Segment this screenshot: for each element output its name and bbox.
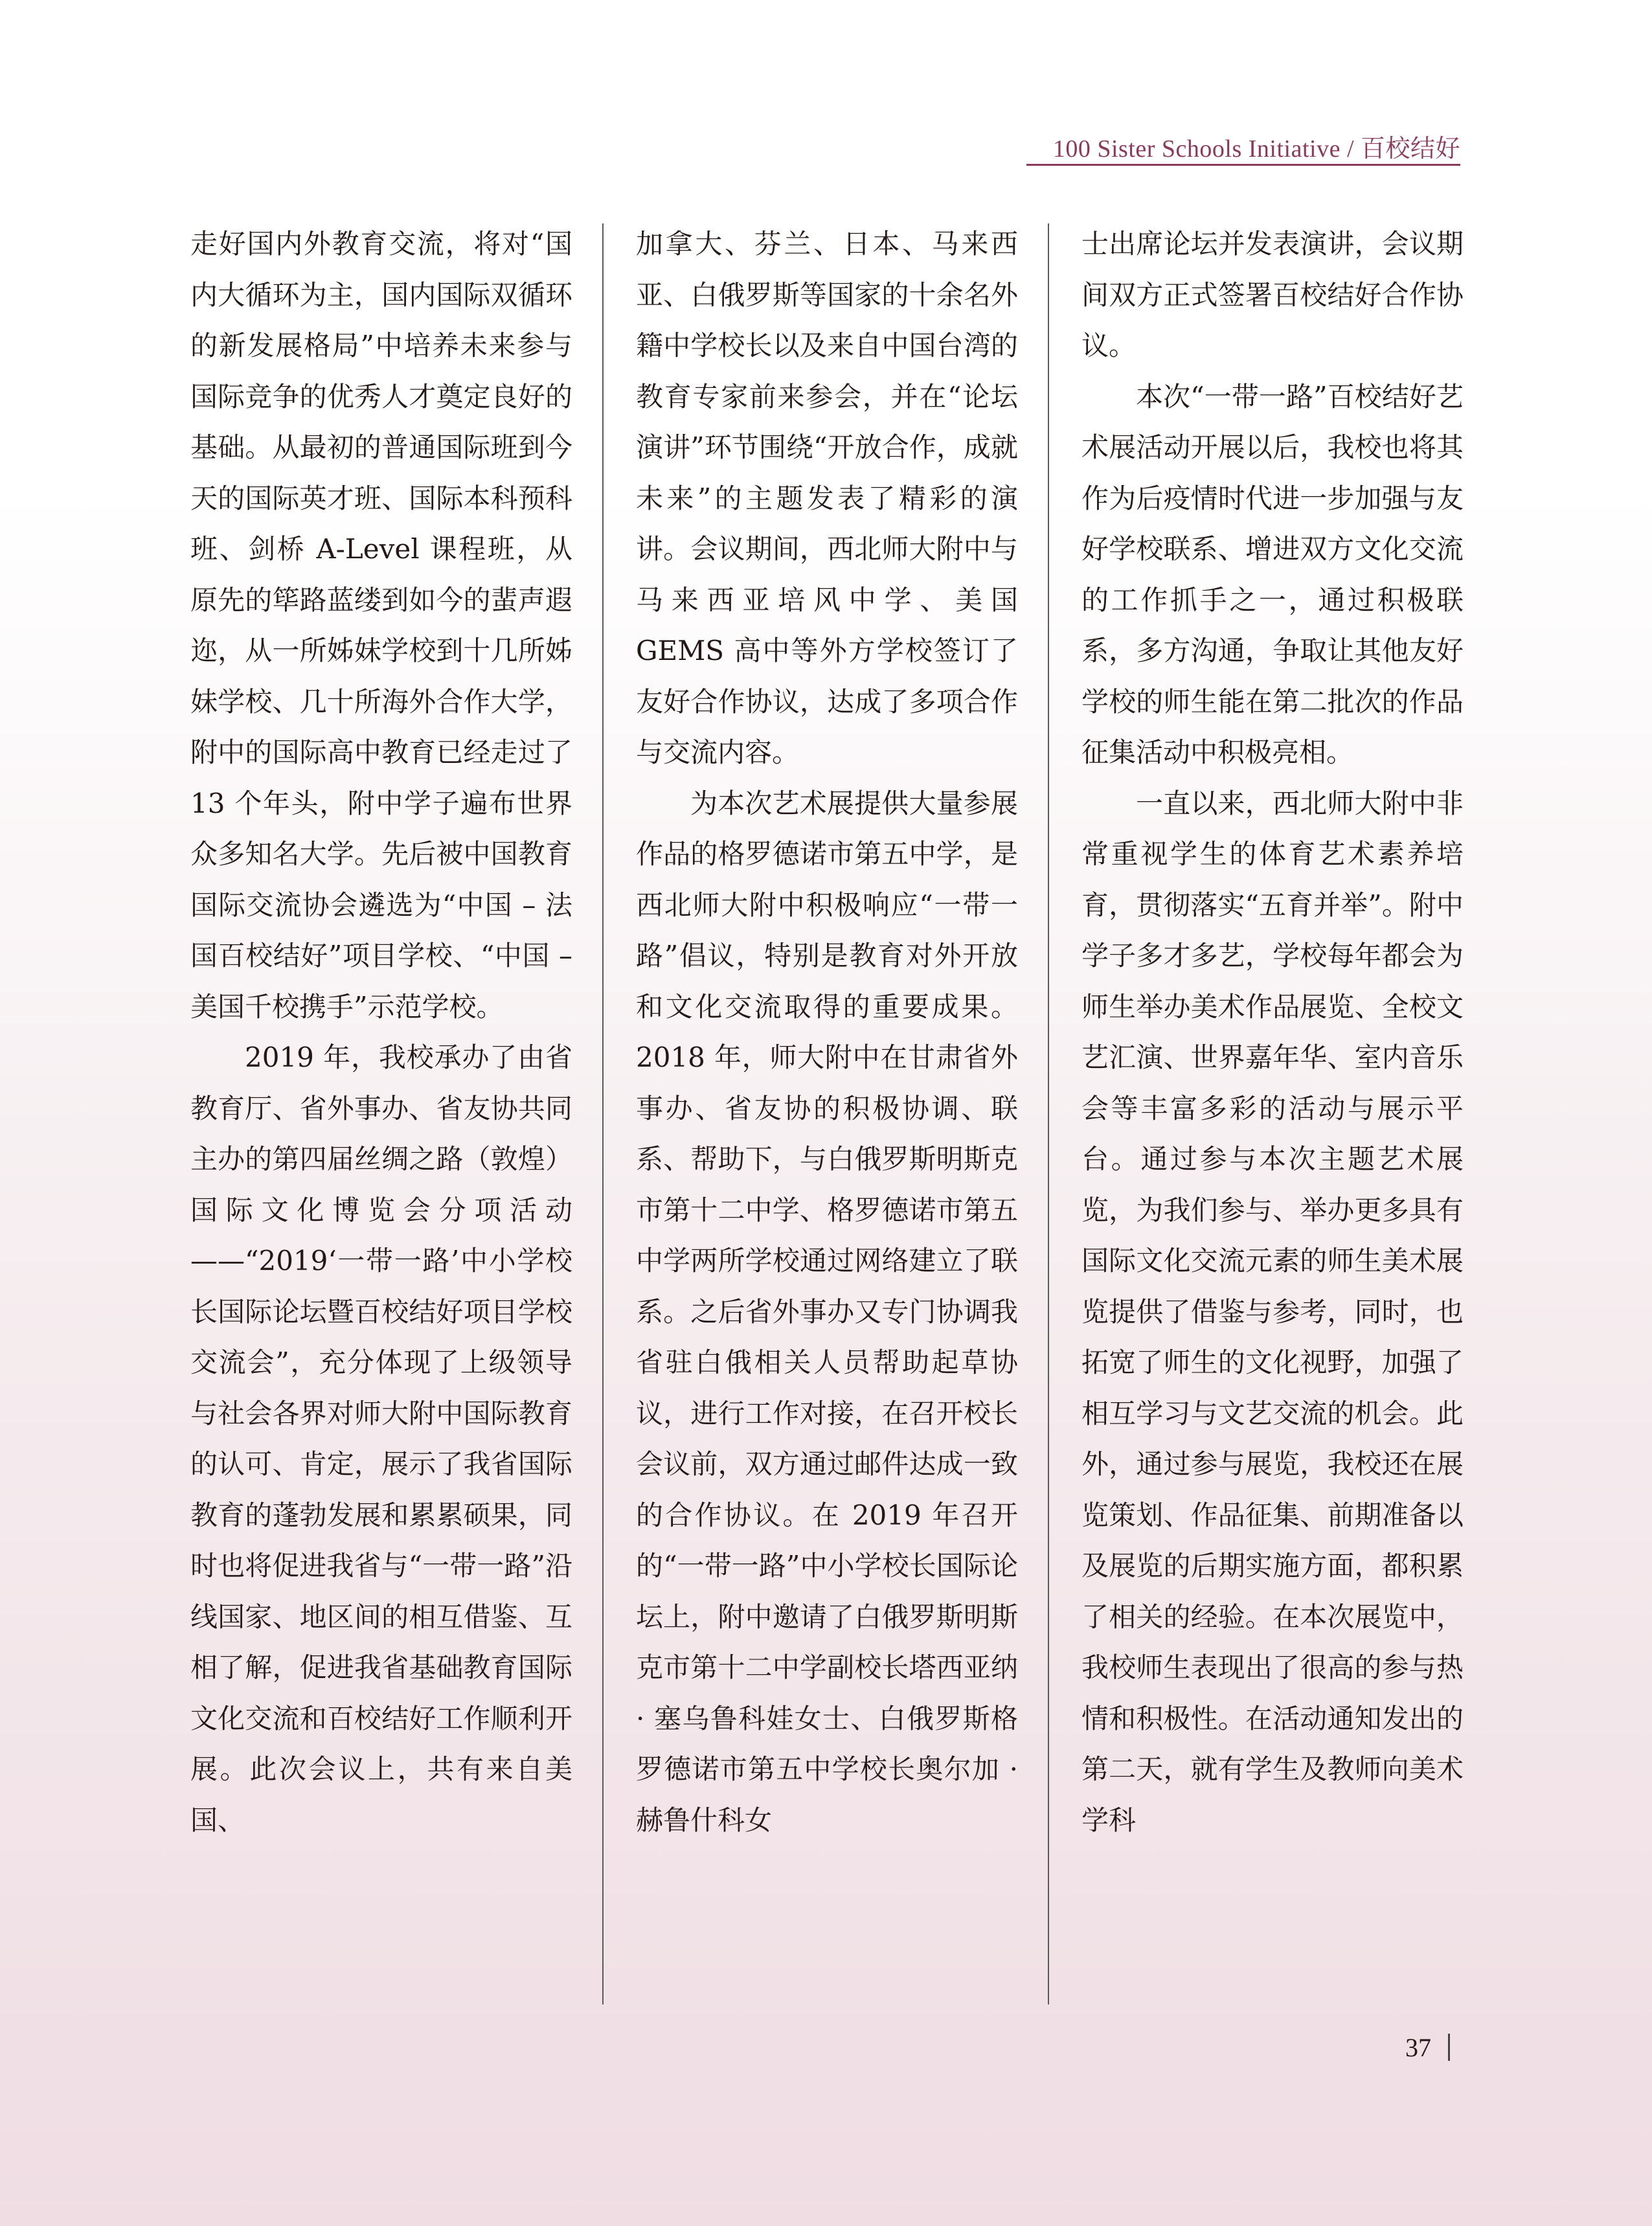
- column-divider: [1048, 223, 1049, 2005]
- paragraph: 加拿大、芬兰、日本、马来西亚、白俄罗斯等国家的十余名外籍中学校长以及来自中国台湾的教育专家前来参会，并在“论坛演讲”环节围绕“开放合作，成就未来”的主题发表了精彩的演讲。会议期间，西北师大附中与马来西亚培风中学、美国 GEMS 高中等外方学校签订了友好合作协议，达成了多项合作与交流内容。: [636, 228, 1018, 768]
- paragraph: 士出席论坛并发表演讲，会议期间双方正式签署百校结好合作协议。: [1081, 228, 1464, 361]
- text-column-1: [190, 219, 572, 1846]
- paragraph: 2019 年，我校承办了由省教育厅、省外事办、省友协共同主办的第四届丝绸之路（敦煌）国际文化博览会分项活动——“2019‘一带一路’中小学校长国际论坛暨百校结好项目学校交流会”，充分体现了上级领导与社会各界对师大附中国际教育的认可、肯定，展示了我省国际教育的蓬勃发展和累累硕果，同时也将促进我省与“一带一路”沿线国家、地区间的相互借鉴、互相了解，促进我省基础教育国际文化交流和百校结好工作顺利开展。此次会议上，共有来自美国、: [190, 1041, 572, 1836]
- text-column-3: [1081, 219, 1464, 1846]
- running-header: 100 Sister Schools Initiative / 百校结好: [1052, 135, 1460, 163]
- paragraph: 走好国内外教育交流，将对“国内大循环为主，国内国际双循环的新发展格局”中培养未来参与国际竞争的优秀人才奠定良好的基础。从最初的普通国际班到今天的国际英才班、国际本科预科班、剑桥 A-Level 课程班，从原先的筚路蓝缕到如今的蜚声遐迩，从一所姊妹学校到十几所姊妹学校、几十所海外合作大学，附中的国际高中教育已经走过了 13 个年头，附中学子遍布世界众多知名大学。先后被中国教育国际交流协会遴选为“中国 – 法国百校结好”项目学校、“中国 – 美国千校携手”示范学校。: [190, 228, 572, 1023]
- page-number-divider: [1448, 2034, 1450, 2061]
- header-rule: [1026, 164, 1460, 166]
- column-divider: [602, 223, 604, 2005]
- paragraph: 一直以来，西北师大附中非常重视学生的体育艺术素养培育，贯彻落实“五育并举”。附中学子多才多艺，学校每年都会为师生举办美术作品展览、全校文艺汇演、世界嘉年华、室内音乐会等丰富多彩的活动与展示平台。通过参与本次主题艺术展览，为我们参与、举办更多具有国际文化交流元素的师生美术展览提供了借鉴与参考，同时，也拓宽了师生的文化视野，加强了相互学习与文艺交流的机会。此外，通过参与展览，我校还在展览策划、作品征集、前期准备以及展览的后期实施方面，都积累了相关的经验。在本次展览中，我校师生表现出了很高的参与热情和积极性。在活动通知发出的第二天，就有学生及教师向美术学科: [1081, 787, 1464, 1836]
- paragraph: 本次“一带一路”百校结好艺术展活动开展以后，我校也将其作为后疫情时代进一步加强与友好学校联系、增进双方文化交流的工作抓手之一，通过积极联系，多方沟通，争取让其他友好学校的师生能在第二批次的作品征集活动中积极亮相。: [1081, 380, 1464, 768]
- text-column-2: [636, 219, 1018, 1846]
- paragraph: 为本次艺术展提供大量参展作品的格罗德诺市第五中学，是西北师大附中积极响应“一带一路”倡议，特别是教育对外开放和文化交流取得的重要成果。2018 年，师大附中在甘肃省外事办、省友协的积极协调、联系、帮助下，与白俄罗斯明斯克市第十二中学、格罗德诺市第五中学两所学校通过网络建立了联系。之后省外事办又专门协调我省驻白俄相关人员帮助起草协议，进行工作对接，在召开校长会议前，双方通过邮件达成一致的合作协议。在 2019 年召开的“一带一路”中小学校长国际论坛上，附中邀请了白俄罗斯明斯克市第十二中学副校长塔西亚纳 · 塞乌鲁科娃女士、白俄罗斯格罗德诺市第五中学校长奥尔加 · 赫鲁什科女: [636, 787, 1018, 1836]
- page-number: 37: [1405, 2033, 1431, 2062]
